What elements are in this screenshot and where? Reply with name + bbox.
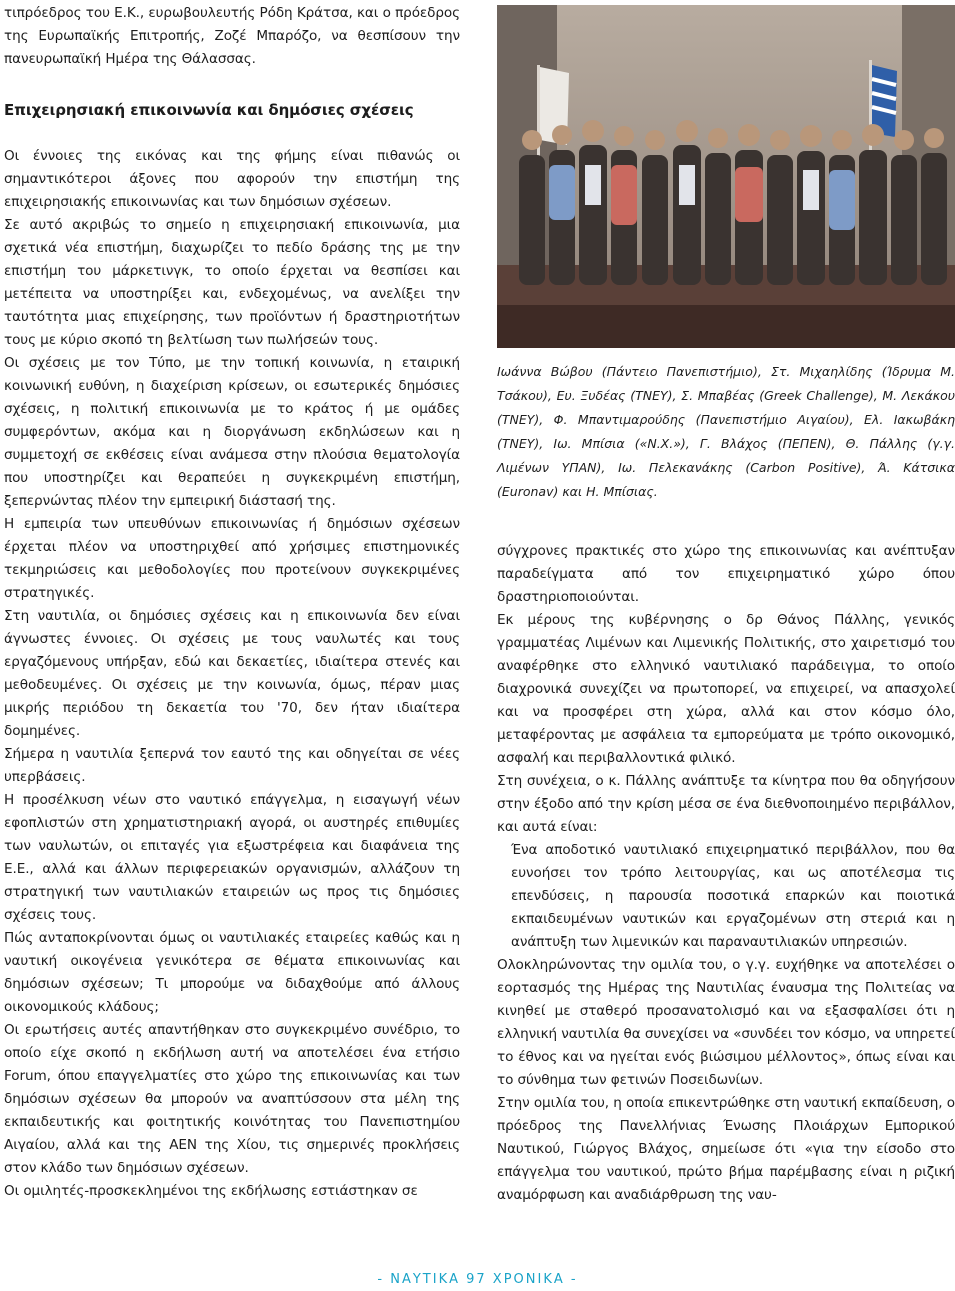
group-photo <box>497 5 955 348</box>
body-paragraph: Η προσέλκυση νέων στο ναυτικό επάγγελμα, η εισαγωγή νέων εφοπλιστών στη χρηματιστηριακή αγορά, οι αυστηρές επιθυμίες των ναυλωτών, οι επιταγές για εξωστρέφεια και διαφάνεια της Ε.Ε., αλλά και άλλων περιφερειακών οργανισμών, αλλάζουν τη στρατηγική των ναυτιλιακών εταιρειών ως προς τις δημόσιες σχέσεις τους. <box>4 792 460 923</box>
body-paragraph: Ολοκληρώνοντας την ομιλία του, ο γ.γ. ευχήθηκε να αποτελέσει ο εορτασμός της Ημέρας της Ναυτιλίας έναυσμα της Πολιτείας να κινηθεί με σταθερό προσανατολισμό και να εξασφαλίσει ότι η ελληνική ναυτιλία θα συνεχίσει να «συνδέει τον κόσμο, να υπηρετεί το έθνος και να ηγείται ενός βιώσιμου μέλλοντος», όπως είναι και το σύνθημα των φετινών Ποσειδωνίων. <box>497 957 955 1088</box>
intro-paragraph: τιπρόεδρος του Ε.Κ., ευρωβουλευτής Ρόδη Κράτσα, και ο πρόεδρος της Ευρωπαϊκής Επιτροπής, Ζοζέ Μπαρόζο, να θεσπίσουν την πανευρωπαϊκή Ημέρα της Θάλασσας. <box>4 5 460 67</box>
right-column <box>497 540 955 1207</box>
page-footer: - ΝΑΥΤΙΚΑ 97 ΧΡΟΝΙΚΑ - <box>377 1272 578 1287</box>
body-paragraph: Σήμερα η ναυτιλία ξεπερνά τον εαυτό της και οδηγείται σε νέες υπερβάσεις. <box>4 746 460 785</box>
body-paragraph: Εκ μέρους της κυβέρνησης ο δρ Θάνος Πάλλης, γενικός γραμματέας Λιμένων και Λιμενικής Πολιτικής, στο χαιρετισμό του αναφέρθηκε στο ελληνικό ναυτιλιακό παράδειγμα, το οποίο διαχρονικά συνεχίζει να πρωτοπορεί, να επιχειρεί, να απασχολεί και να προσφέρει στη χώρα, αλλά και στον κόσμο όλο, μεταφέροντας με ασφάλεια τα εμπορεύματα με τρόπο οικονομικό, ασφαλή και περιβαλλοντικά φιλικό. <box>497 612 955 766</box>
body-paragraph: Πώς ανταποκρίνονται όμως οι ναυτιλιακές εταιρείες καθώς και η ναυτική οικογένεια γενικότερα σε θέματα επικοινωνίας και δημόσιων σχέσεων; Τι μπορούμε να διδαχθούμε από άλλους οικονομικούς κλάδους; <box>4 930 460 1015</box>
body-paragraph: Οι ερωτήσεις αυτές απαντήθηκαν στο συγκεκριμένο συνέδριο, το οποίο είχε σκοπό η εκδήλωση αυτή να αποτελέσει ένα ετήσιο Forum, όπου επαγγελματίες στο χώρο της επικοινωνίας και των δημόσιων σχέσεων θα μπορούν να αναπτύσσουν στα μέλη της εκπαιδευτικής και φοιτητικής κοινότητας του Πανεπιστημίου Αιγαίου, αλλά και της ΑΕΝ της Χίου, τις σημερινές προκλήσεις στον κλάδο των δημόσιων σχέσεων. <box>4 1022 460 1176</box>
body-paragraph: Ένα αποδοτικό ναυτιλιακό επιχειρηματικό περιβάλλον, που θα ευνοήσει τον τρόπο λειτουργίας, και ως αποτέλεσμα τις επενδύσεις, η παρουσία ποσοτικά επαρκών και ποιοτικά εκπαιδευμένων ναυτικών και εργαζομένων στη στεριά και η ανάπτυξη των λιμενικών και παραναυτιλιακών υπηρεσιών. <box>511 842 955 950</box>
body-paragraph: Η εμπειρία των υπευθύνων επικοινωνίας ή δημόσιων σχέσεων έρχεται πλέον να υποστηριχθεί από χρήσιμες επιστημονικές τεκμηριώσεις και μεθοδολογίες που προτείνουν συγκεκριμένες στρατηγικές. <box>4 516 460 601</box>
photo-caption: Ιωάννα Βώβου (Πάντειο Πανεπιστήμιο), Στ. Μιχαηλίδης (Ίδρυμα Μ. Τσάκου), Ευ. Ξυδέας (ΤΝΕΥ), Σ. Μπαβέας (Greek Challenge), Μ. Λεκάκου (ΤΝΕΥ), Φ. Μπαντιμαρούδης (Πανεπιστήμιο Αιγαίου), Ελ. Ιακωβάκη (ΤΝΕΥ), Ιω. Μπίσια («Ν.Χ.»), Γ. Βλάχος (ΠΕΠΕΝ), Θ. Πάλλης (γ.γ. Λιμένων ΥΠΑΝ), Ιω. Πελεκανάκης (Carbon Positive), Ά. Κάτσικα (Euronav) και Η. Μπίσιας. <box>497 364 955 499</box>
body-paragraph: σύγχρονες πρακτικές στο χώρο της επικοινωνίας και ανέπτυξαν παραδείγματα από τον επιχειρηματικό χώρο όπου δραστηριοποιούνται. <box>497 543 955 605</box>
left-column <box>4 2 460 1203</box>
body-paragraph: Οι ομιλητές-προσκεκλημένοι της εκδήλωσης εστιάστηκαν σε <box>4 1183 418 1199</box>
body-paragraph: Στην ομιλία του, η οποία επικεντρώθηκε στη ναυτική εκπαίδευση, ο πρόεδρος της Πανελλήνιας Ένωσης Πλοιάρχων Εμπορικού Ναυτικού, Γιώργος Βλάχος, σημείωσε ότι «για την είσοδο στο επάγγελμα του ναυτικού, πρώτο βήμα παρέμβασης είναι η ριζική αναμόρφωση και αναδιάρθρωση της ναυ- <box>497 1095 955 1203</box>
body-paragraph: Οι έννοιες της εικόνας και της φήμης είναι πιθανώς οι σημαντικότεροι άξονες που αφορούν την επιστήμη της επιχειρησιακής επικοινωνίας και των δημόσιων σχέσεων. <box>4 148 460 210</box>
body-paragraph: Οι σχέσεις με τον Τύπο, με την τοπική κοινωνία, η εταιρική κοινωνική ευθύνη, η διαχείριση κρίσεων, οι εσωτερικές δημόσιες σχέσεις, η πολιτική επικοινωνία με το κράτος ή με ομάδες συμφερόντων, ακόμα και η διοργάνωση εκδηλώσεων και η συμμετοχή σε εκθέσεις είναι ανάμεσα στην πλούσια θεματολογία που υποστηρίζει και θεραπεύει η συγκεκριμένη επιστήμη, ξεπερνώντας πλέον την εμπειρική διάστασή της. <box>4 355 460 509</box>
body-paragraph: Στη ναυτιλία, οι δημόσιες σχέσεις και η επικοινωνία δεν είναι άγνωστες έννοιες. Οι σχέσεις με τους ναυλωτές και τους εργαζόμενους υπήρξαν, εδώ και δεκαετίες, ιδιαίτερα στενές και μεθοδευμένες. Οι σχέσεις με την κοινωνία, όμως, πέραν μιας μικρής περιόδου τη δεκαετία του '70, δεν ήταν ιδιαίτερα δομημένες. <box>4 608 460 739</box>
body-paragraph: Στη συνέχεια, ο κ. Πάλλης ανάπτυξε τα κίνητρα που θα οδηγήσουν στην έξοδο από την κρίση μέσα σε ένα διεθνοποιημένο περιβάλλον, και αυτά είναι: <box>497 773 955 835</box>
body-paragraph: Σε αυτό ακριβώς το σημείο η επιχειρησιακή επικοινωνία, μια σχετικά νέα επιστήμη, διαχωρίζει το πεδίο δράσης της με την επιστήμη του μάρκετινγκ, το οποίο έρχεται να θεσπίσει και μετέπειτα να υποστηρίξει και, ενδεχομένως, να ανελίξει την ταυτότητα μιας επιχείρησης, των προϊόντων ή δραστηριοτήτων τους με κύριο σκοπό τη βελτίωση των πωλήσεών τους. <box>4 217 460 348</box>
section-heading: Επιχειρησιακή επικοινωνία και δημόσιες σχέσεις <box>4 101 414 119</box>
